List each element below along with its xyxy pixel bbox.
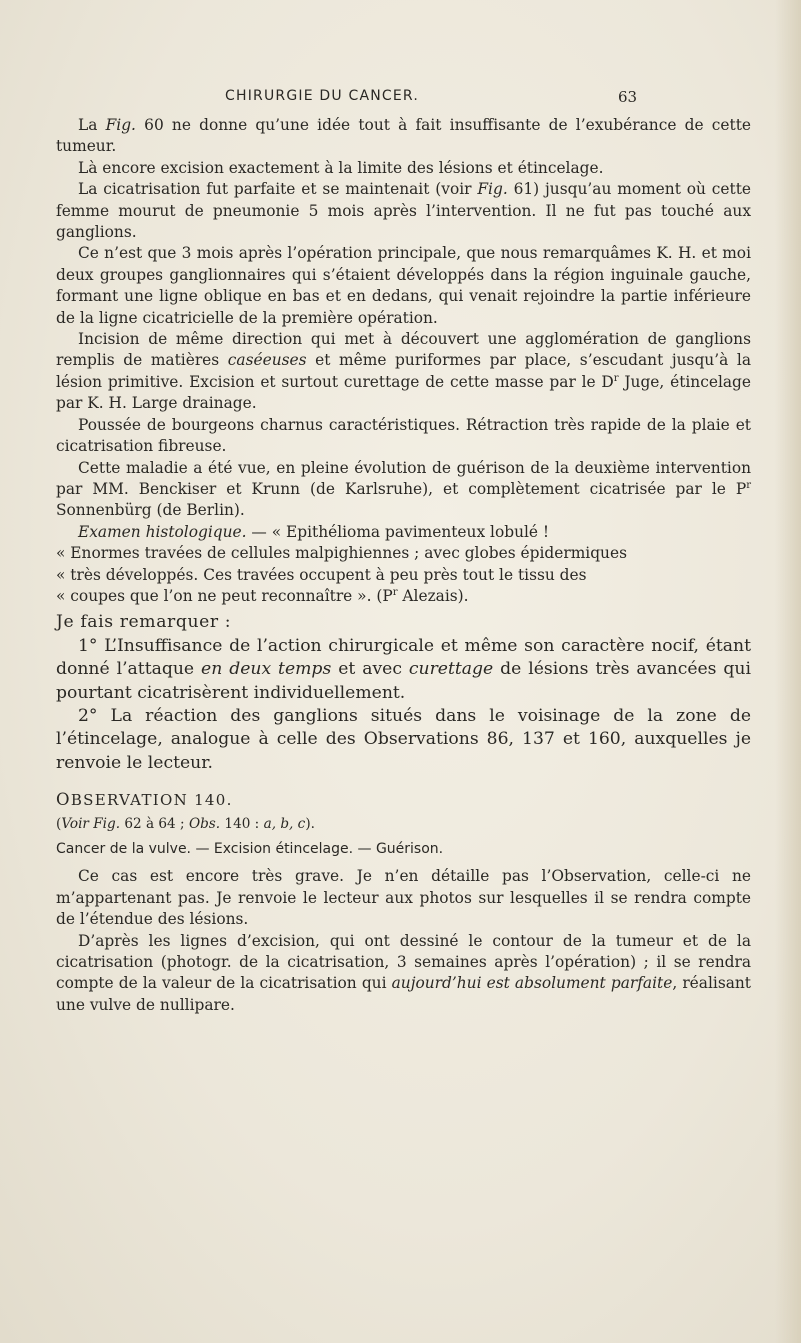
observation-heading: OBSERVATION 140. (56, 790, 233, 810)
body-text (56, 115, 751, 1016)
paragraph: Examen histologique. — « Epithélioma pavimenteux lobulé ! (78, 522, 550, 541)
observation-reference: (Voir Fig. 62 à 64 ; Obs. 140 : a, b, c). (56, 815, 315, 832)
quote-line: « coupes que l’on ne peut reconnaître ». ($P^r$ Alezais). (56, 586, 469, 605)
paragraph: 2° La réaction des ganglions situés dans le voisinage de la zone de l’étincelage, analogue à celle des Observations 86, 137 et 160, auxquelles je renvoie le lecteur. (56, 705, 751, 773)
paragraph: Cette maladie a été vue, en pleine évolution de guérison de la deuxième intervention par MM. Benckiser et Krunn (de Karlsruhe), et complètement cicatrisée par le $P^r$ Sonnenbürg (de Berlin). (56, 458, 751, 520)
quote-line: « Enormes travées de cellules malpighiennes ; avec globes épidermiques (56, 544, 627, 563)
paragraph: Ce n’est que 3 mois après l’opération principale, que nous remarquâmes K. H. et moi deux groupes ganglionnaires qui s’étaient développés dans la région inguinale gauche, formant une ligne oblique en bas et en dedans, qui venait rejoindre la partie inférieure de la ligne cicatricielle de la première opération. (56, 244, 751, 327)
paragraph: Incision de même direction qui met à découvert une agglomération de ganglions remplis de matières caséeuses et même puriformes par place, s’escudant jusqu’à la lésion primitive. Excision et surtout curettage de cette masse par le $D^r$ Juge, étincelage par K. H. Large drainage. (56, 330, 751, 413)
paragraph: Ce cas est encore très grave. Je n’en détaille pas l’Observation, celle-ci ne m’appartenant pas. Je renvoie le lecteur aux photos sur lesquelles il se rendra compte de l’étendue des lésions. (56, 867, 751, 929)
quote-line: « très développés. Ces travées occupent à peu près tout le tissu des (56, 565, 587, 584)
remark-intro: Je fais remarquer : (56, 612, 232, 633)
paragraph: Là encore excision exactement à la limite des lésions et étincelage. (78, 158, 604, 177)
paragraph: D’après les lignes d’excision, qui ont dessiné le contour de la tumeur et de la cicatrisation (photogr. de la cicatrisation, 3 semaines après l’opération) ; il se rendra compte de la valeur de la cicatrisation qui aujourd’hui est absolument parfaite, réalisant une vulve de nullipare. (56, 931, 751, 1014)
page-header (0, 88, 801, 112)
paragraph: Poussée de bourgeons charnus caractéristiques. Rétraction très rapide de la plaie et cicatrisation fibreuse. (56, 415, 751, 456)
paragraph: 1° L’Insuffisance de l’action chirurgicale et même son caractère nocif, étant donné l’attaque en deux temps et avec curettage de lésions très avancées qui pourtant cicatrisèrent individuellement. (56, 635, 751, 703)
observation-summary: Cancer de la vulve. — Excision étincelage. — Guérison. (56, 841, 444, 857)
paragraph: La cicatrisation fut parfaite et se maintenait (voir Fig. 61) jusqu’au moment où cette femme mourut de pneumonie 5 mois après l’intervention. Il ne fut pas touché aux ganglions. (56, 180, 751, 242)
page-number: 63 (618, 88, 638, 106)
running-title: CHIRURGIE DU CANCER. (225, 88, 420, 104)
page-edge-shadow (775, 0, 801, 1343)
paragraph: La Fig. 60 ne donne qu’une idée tout à fait insuffisante de l’exubérance de cette tumeur. (56, 116, 751, 156)
